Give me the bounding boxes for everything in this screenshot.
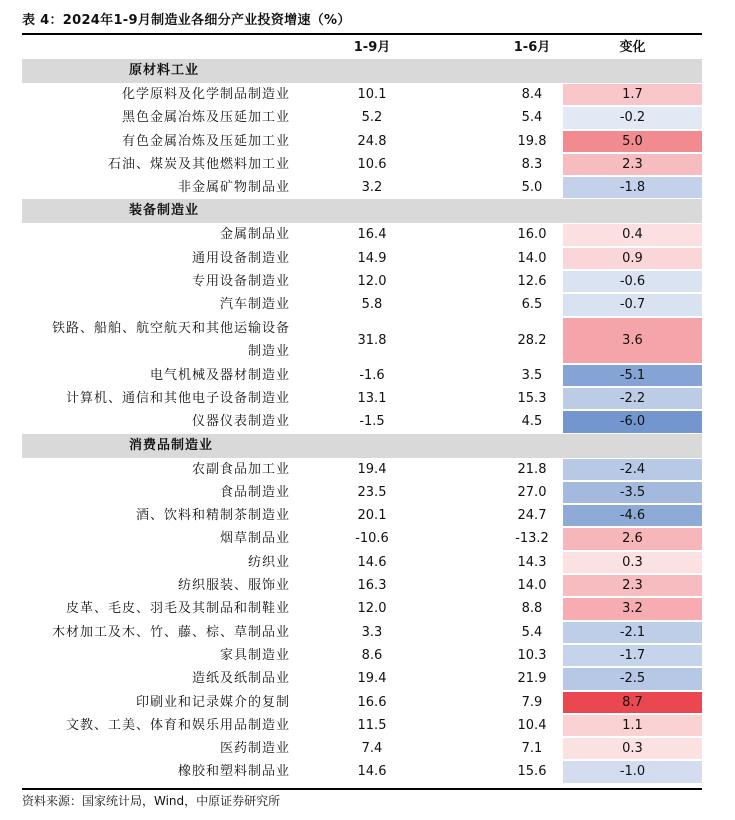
industry-name: 非金属矿物制品业 [177,180,290,196]
value-1-6: 5.4 [521,624,543,640]
value-1-6: 15.6 [517,764,547,780]
table-row [22,644,702,667]
value-1-6: 14.0 [517,578,547,594]
industry-name: 文教、工美、体育和娱乐用品制造业 [65,717,290,733]
value-1-9: 5.8 [361,297,383,313]
change-cell: -1.0 [563,761,702,782]
table-row [22,387,702,410]
value-1-9: 12.0 [357,274,387,290]
value-1-6: 27.0 [517,484,547,500]
change-cell: 0.9 [563,248,702,269]
change-cell: -0.7 [563,294,702,315]
change-cell: 2.3 [563,154,702,175]
table-row [22,574,702,597]
change-cell: -2.4 [563,459,702,480]
industry-name: 印刷业和记录媒介的复制 [135,694,290,710]
value-1-6: 3.5 [521,367,543,383]
section-header [22,199,702,223]
table-row [22,153,702,176]
industry-name: 汽车制造业 [219,297,290,313]
table-row [22,83,702,106]
industry-name: 烟草制品业 [219,531,290,547]
change-cell: -0.6 [563,271,702,292]
value-1-9: 16.4 [357,227,387,243]
change-cell: 1.7 [563,84,702,105]
change-cell: -1.8 [563,177,702,198]
value-1-9: 11.5 [357,717,387,733]
header-change: 变化 [619,40,646,55]
header-1-6: 1-6月 [513,40,551,55]
value-1-6: 7.1 [521,741,543,757]
industry-name: 酒、饮料和精制茶制造业 [135,508,290,524]
table-row [22,106,702,129]
change-cell: 5.0 [563,131,702,152]
change-cell: 3.6 [563,318,702,363]
section-header [22,59,702,83]
table-row [22,597,702,620]
value-1-6: 5.0 [521,180,543,196]
value-1-6: 15.3 [517,390,547,406]
value-1-9: 3.3 [361,624,383,640]
value-1-6: 24.7 [517,508,547,524]
table-row [22,176,702,199]
value-1-6: 8.3 [521,156,543,172]
value-1-9: 19.4 [357,461,387,477]
industry-name: 化学原料及化学制品制造业 [121,87,290,102]
value-1-6: 10.4 [517,717,547,733]
table-row [22,691,702,714]
value-1-6: 14.3 [517,554,547,570]
value-1-9: 16.6 [357,694,387,710]
section-label: 消费品制造业 [129,437,214,453]
industry-name: 木材加工及木、竹、藤、棕、草制品业 [51,624,290,640]
table-row [22,737,702,760]
value-1-6: 16.0 [517,227,547,243]
section-label: 装备制造业 [129,203,200,219]
table-row [22,481,702,504]
value-1-6: 6.5 [521,297,543,313]
industry-name: 食品制造业 [219,484,290,500]
value-1-9: 16.3 [357,578,387,594]
value-1-9: 10.1 [357,87,387,102]
change-cell: 2.6 [563,528,702,549]
bottom-rule [22,788,702,790]
top-rule [22,33,702,35]
industry-name: 黑色金属冶炼及压延加工业 [121,110,290,126]
industry-name: 电气机械及器材制造业 [149,367,290,383]
value-1-6: 28.2 [517,332,547,348]
value-1-9: 10.6 [357,156,387,172]
industry-name: 医药制造业 [219,741,290,757]
change-cell: -0.2 [563,107,702,128]
change-cell: 8.7 [563,692,702,713]
change-cell: -2.2 [563,388,702,409]
industry-name: 纺织服装、服饰业 [177,578,290,594]
value-1-6: 7.9 [521,694,543,710]
data-table [22,59,702,784]
table-row [22,714,702,737]
source-note: 资料来源：国家统计局，Wind，中原证券研究所 [22,794,281,808]
industry-name: 纺织业 [247,554,290,570]
industry-name: 金属制品业 [219,227,290,243]
value-1-9: 14.9 [357,250,387,266]
table-row [22,551,702,574]
table-row [22,410,702,433]
industry-name: 石油、煤炭及其他燃料加工业 [107,156,290,172]
table-row [22,760,702,783]
industry-name: 有色金属冶炼及压延加工业 [121,133,290,149]
table-row [22,293,702,316]
industry-name: 计算机、通信和其他电子设备制造业 [65,390,290,406]
section-label: 原材料工业 [129,63,200,78]
industry-name: 农副食品加工业 [191,461,290,477]
value-1-9: -1.6 [359,367,385,383]
industry-name: 通用设备制造业 [191,250,290,266]
value-1-9: 20.1 [357,508,387,524]
table-row [22,364,702,387]
change-cell: -4.6 [563,505,702,526]
value-1-9: 13.1 [357,390,387,406]
value-1-6: 19.8 [517,133,547,149]
change-cell: 1.1 [563,715,702,736]
industry-name: 家具制造业 [219,647,290,663]
table-row [22,458,702,481]
industry-name: 造纸及纸制品业 [191,671,290,687]
table-row [22,130,702,153]
value-1-6: 14.0 [517,250,547,266]
header-1-9: 1-9月 [353,40,391,55]
change-cell: -5.1 [563,365,702,386]
change-cell: -2.5 [563,668,702,689]
value-1-9: 12.0 [357,601,387,617]
value-1-6: 5.4 [521,110,543,126]
table-row [22,317,702,364]
value-1-9: 14.6 [357,764,387,780]
value-1-9: 19.4 [357,671,387,687]
table-row [22,527,702,550]
value-1-9: 5.2 [361,110,383,126]
change-cell: -6.0 [563,411,702,432]
value-1-6: 10.3 [517,647,547,663]
value-1-9: 31.8 [357,332,387,348]
industry-name: 皮革、毛皮、羽毛及其制品和制鞋业 [65,601,290,617]
industry-name: 专用设备制造业 [191,274,290,290]
table-row [22,223,702,246]
change-cell: 0.3 [563,552,702,573]
table-row [22,270,702,293]
value-1-9: 24.8 [357,133,387,149]
value-1-6: 8.8 [521,601,543,617]
section-header [22,434,702,458]
value-1-6: -13.2 [515,531,549,547]
change-cell: 0.4 [563,224,702,245]
value-1-9: 3.2 [361,180,383,196]
value-1-9: 23.5 [357,484,387,500]
table-row [22,667,702,690]
value-1-9: 8.6 [361,647,383,663]
change-cell: -3.5 [563,482,702,503]
value-1-6: 21.8 [517,461,547,477]
table-row [22,621,702,644]
change-cell: -2.1 [563,622,702,643]
value-1-9: 14.6 [357,554,387,570]
change-cell: -1.7 [563,645,702,666]
value-1-9: -1.5 [359,414,385,430]
change-cell: 3.2 [563,598,702,619]
value-1-6: 8.4 [521,87,543,102]
table-row [22,247,702,270]
value-1-6: 4.5 [521,414,543,430]
industry-name: 铁路、船舶、航空航天和其他运输设备 制造业 [51,320,290,359]
change-cell: 0.3 [563,738,702,759]
change-cell: 2.3 [563,575,702,596]
value-1-6: 21.9 [517,671,547,687]
industry-name: 仪器仪表制造业 [191,414,290,430]
table-row [22,504,702,527]
table-title: 表 4：2024年1-9月制造业各细分产业投资增速（%） [22,13,351,28]
industry-name: 橡胶和塑料制品业 [177,764,290,780]
value-1-9: 7.4 [361,741,383,757]
value-1-9: -10.6 [355,531,389,547]
value-1-6: 12.6 [517,274,547,290]
